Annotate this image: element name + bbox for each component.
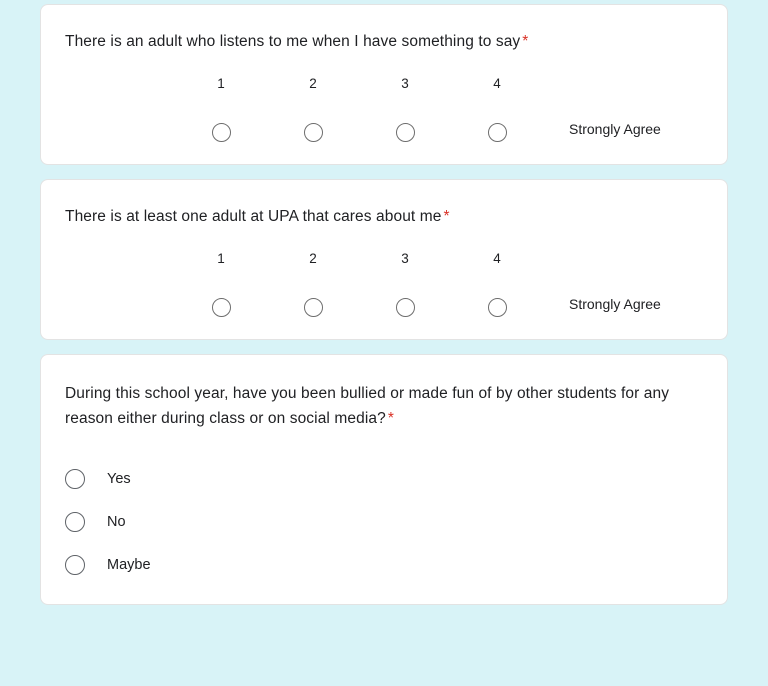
scale-option-2-4[interactable] xyxy=(451,251,543,317)
scale-radio-2-2[interactable] xyxy=(304,298,323,317)
scale-radio-2-4[interactable] xyxy=(488,298,507,317)
choice-options-3 xyxy=(65,457,703,586)
scale-number-2-2: 2 xyxy=(309,251,317,266)
choice-option-yes[interactable] xyxy=(65,457,703,500)
scale-right-label-1: Strongly Agree xyxy=(569,121,661,137)
scale-option-1-2[interactable] xyxy=(267,76,359,142)
scale-right-label-2: Strongly Agree xyxy=(569,296,661,312)
choice-radio-yes[interactable] xyxy=(65,469,85,489)
question-title-2 xyxy=(65,204,703,229)
choice-option-no[interactable] xyxy=(65,500,703,543)
scale-number-1-3: 3 xyxy=(401,76,409,91)
scale-radio-2-1[interactable] xyxy=(212,298,231,317)
scale-radio-1-1[interactable] xyxy=(212,123,231,142)
scale-option-1-1[interactable] xyxy=(175,76,267,142)
scale-number-2-1: 1 xyxy=(217,251,225,266)
scale-number-1-1: 1 xyxy=(217,76,225,91)
required-asterisk-1: * xyxy=(522,33,529,50)
scale-option-1-3[interactable] xyxy=(359,76,451,142)
scale-number-2-4: 4 xyxy=(493,251,501,266)
scale-number-1-4: 4 xyxy=(493,76,501,91)
scale-options-2 xyxy=(175,251,543,317)
choice-radio-no[interactable] xyxy=(65,512,85,532)
question-card-1 xyxy=(40,4,728,165)
question-title-3 xyxy=(65,381,703,431)
scale-options-1 xyxy=(175,76,543,142)
choice-label-no: No xyxy=(107,513,126,530)
scale-radio-1-4[interactable] xyxy=(488,123,507,142)
required-asterisk-3: * xyxy=(387,410,394,427)
scale-radio-1-3[interactable] xyxy=(396,123,415,142)
question-text-3: During this school year, have you been bullied or made fun of by other students for any reason either during class or on social media? xyxy=(65,385,670,427)
required-asterisk-2: * xyxy=(443,208,450,225)
choice-label-maybe: Maybe xyxy=(107,556,151,573)
scale-number-1-2: 2 xyxy=(309,76,317,91)
scale-option-1-4[interactable] xyxy=(451,76,543,142)
choice-option-maybe[interactable] xyxy=(65,543,703,586)
scale-option-2-2[interactable] xyxy=(267,251,359,317)
choice-radio-maybe[interactable] xyxy=(65,555,85,575)
question-text-2: There is at least one adult at UPA that cares about me xyxy=(65,208,442,225)
scale-radio-2-3[interactable] xyxy=(396,298,415,317)
scale-option-2-1[interactable] xyxy=(175,251,267,317)
choice-label-yes: Yes xyxy=(107,470,131,487)
question-card-3 xyxy=(40,354,728,605)
question-card-2 xyxy=(40,179,728,340)
scale-option-2-3[interactable] xyxy=(359,251,451,317)
scale-radio-1-2[interactable] xyxy=(304,123,323,142)
scale-group-2 xyxy=(65,251,703,317)
question-title-1 xyxy=(65,29,703,54)
scale-group-1 xyxy=(65,76,703,142)
question-text-1: There is an adult who listens to me when I have something to say xyxy=(65,33,521,50)
scale-number-2-3: 3 xyxy=(401,251,409,266)
